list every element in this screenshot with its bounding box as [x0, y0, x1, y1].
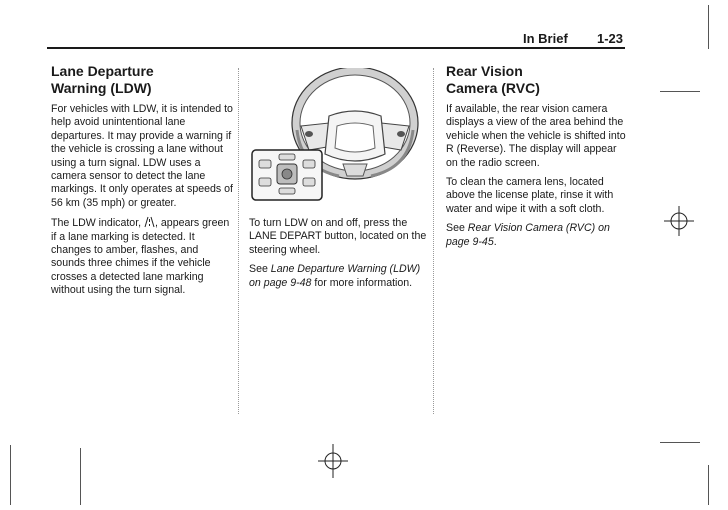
header-rule: [47, 47, 625, 49]
section-heading: Rear Vision Camera (RVC): [446, 63, 540, 96]
body-paragraph: If available, the rear vision camera displays a view of the area behind the vehicle when the vehicle is shifted into R (Reverse). The display will appear on the radio screen.: [446, 103, 626, 169]
crop-mark: [660, 91, 700, 92]
middle-column: [249, 217, 429, 296]
body-paragraph: See Lane Departure Warning (LDW) on page 9-48 for more information.: [249, 263, 421, 289]
cross-reference-link[interactable]: Lane Departure Warning (LDW) on page 9-48: [249, 263, 421, 289]
crop-mark: [708, 5, 709, 49]
page-number: 1-23: [597, 31, 624, 46]
registration-crosshair-icon: [318, 444, 348, 478]
crop-mark: [660, 442, 700, 443]
section-title: In Brief: [523, 31, 568, 46]
registration-crosshair-icon: [664, 206, 694, 236]
column-divider: [433, 68, 434, 414]
column-divider: [238, 68, 239, 414]
body-paragraph: The LDW indicator, , appears green if a lane marking is detected. It changes to amber, flashes, and sounds three chimes if the vehicle crosses a detected lane marking without using the turn signal.: [51, 217, 230, 297]
section-heading: Lane Departure Warning (LDW): [51, 63, 154, 96]
body-paragraph: See Rear Vision Camera (RVC) on page 9-45.: [446, 222, 610, 248]
lane-departure-icon: [144, 216, 155, 228]
body-paragraph: To turn LDW on and off, press the LANE DEPART button, located on the steering wheel.: [249, 217, 427, 256]
crop-mark: [80, 448, 81, 505]
body-paragraph: To clean the camera lens, located above the license plate, rinse it with water and wipe it with a soft cloth.: [446, 176, 614, 215]
crop-mark: [10, 445, 11, 505]
crop-mark: [708, 465, 709, 505]
left-column: [51, 63, 233, 304]
right-column: [446, 63, 626, 255]
steering-wheel-illustration: [249, 68, 427, 208]
body-paragraph: For vehicles with LDW, it is intended to help avoid unintentional lane departures. It may provide a warning if the vehicle is crossing a lane without using a turn signal. LDW uses a camera sensor to detect the lane markings. It only operates at speeds of 56 km (35 mph) or greater.: [51, 103, 233, 209]
cross-reference-link[interactable]: Rear Vision Camera (RVC) on page 9-45: [446, 222, 610, 248]
